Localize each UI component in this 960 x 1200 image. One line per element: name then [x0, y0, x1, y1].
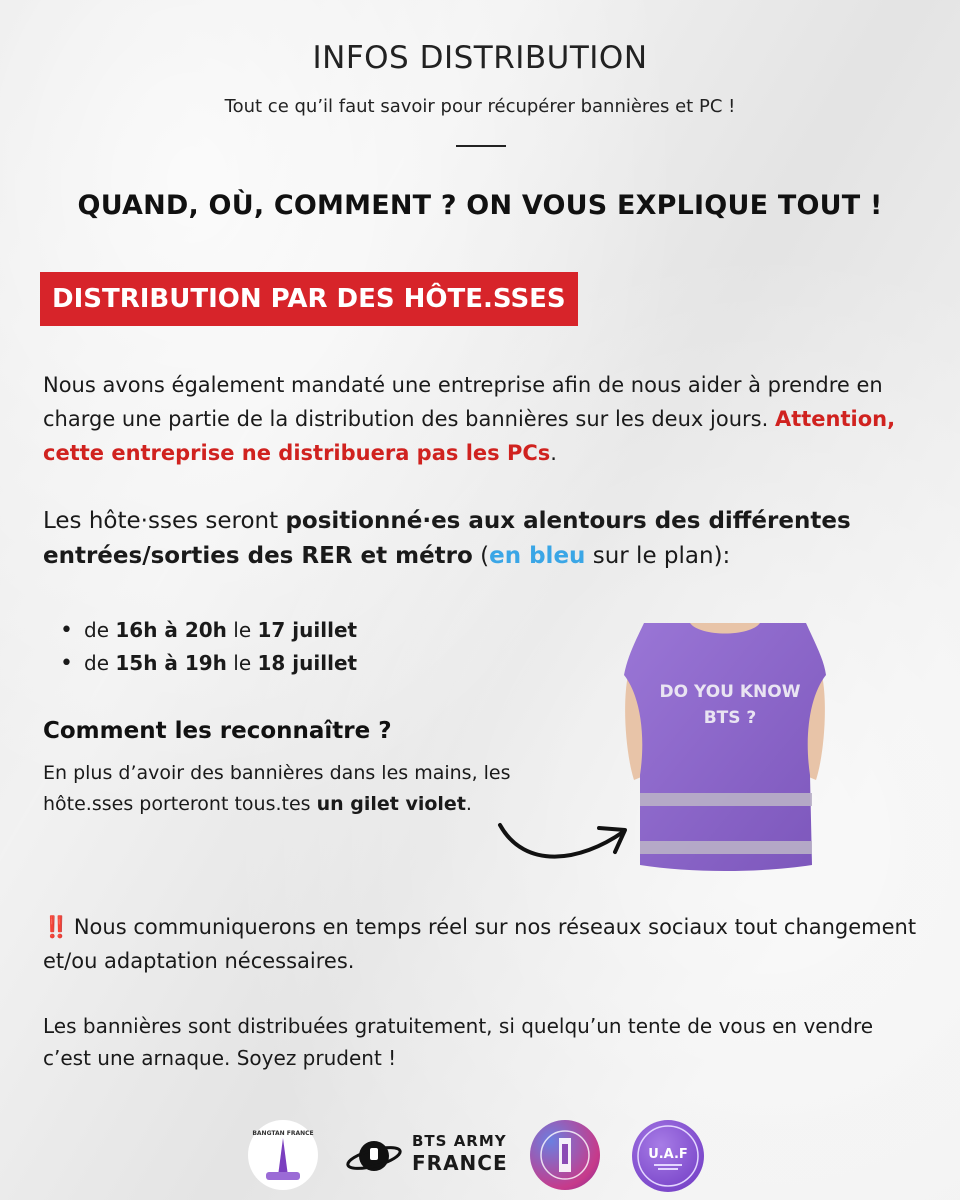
page-subtitle: Tout ce qu’il faut savoir pour récupérer bannières et PC !	[224, 96, 736, 117]
intro-text: Nous avons également mandaté une entreprise afin de nous aider à prendre en charge une partie de la distribution des bannières sur les deux jours.	[43, 373, 883, 431]
position-paragraph	[43, 504, 923, 574]
arrow-icon	[495, 800, 635, 870]
purple-vest-image	[620, 615, 830, 877]
intro-warning: Attention, cette entreprise ne distribuera pas les PCs	[43, 407, 896, 465]
schedule-item: • de 15h à 19h le 18 juillet	[60, 647, 357, 680]
double-exclamation-icon: ‼️	[43, 915, 68, 939]
position-blue: en bleu	[489, 543, 586, 569]
position-prefix: Les hôte·sses seront	[43, 508, 286, 534]
vest-text-line1: DO YOU KNOW	[659, 682, 801, 702]
scam-warning: Les bannières sont distribuées gratuitement, si quelqu’un tente de vous en vendre c’est une arnaque. Soyez prudent !	[43, 1014, 874, 1070]
position-bold: positionné·es aux alentours des différentes entrées/sorties des RER et métro	[43, 508, 851, 569]
svg-text:BANGTAN FRANCE: BANGTAN FRANCE	[252, 1130, 314, 1137]
intro-paragraph	[43, 368, 923, 470]
bts-army-planet-icon	[345, 1130, 403, 1180]
bts-army-france-logo-text: BTS ARMY FRANCE	[412, 1132, 508, 1175]
section-banner: DISTRIBUTION PAR DES HÔTE.SSES	[40, 272, 578, 326]
recognize-title: Comment les reconnaître ?	[43, 718, 392, 744]
svg-text:U.A.F: U.A.F	[648, 1147, 688, 1162]
uaf-logo	[632, 1120, 704, 1192]
gradient-building-logo	[530, 1120, 600, 1190]
notice-text: Nous communiquerons en temps réel sur nos réseaux sociaux tout changement et/ou adaptation nécessaires.	[43, 915, 917, 973]
headline: QUAND, OÙ, COMMENT ? ON VOUS EXPLIQUE TOUT !	[77, 190, 883, 221]
notice-paragraph	[43, 910, 923, 978]
recognize-text: En plus d’avoir des bannières dans les mains, les hôte.sses porteront tous.tes un gilet violet.	[43, 762, 511, 815]
page-title: INFOS DISTRIBUTION	[312, 40, 648, 76]
recognize-bold: un gilet violet	[316, 793, 466, 815]
vest-text-line2: BTS ?	[703, 708, 757, 728]
divider	[456, 145, 506, 147]
schedule-item: • de 16h à 20h le 17 juillet	[60, 614, 357, 647]
partner-logos	[0, 1120, 960, 1190]
bangtan-france-logo	[248, 1120, 318, 1190]
intro-end: .	[550, 441, 557, 465]
schedule-list	[60, 614, 357, 680]
position-paren: (	[472, 543, 490, 569]
position-suffix: sur le plan):	[585, 543, 731, 569]
